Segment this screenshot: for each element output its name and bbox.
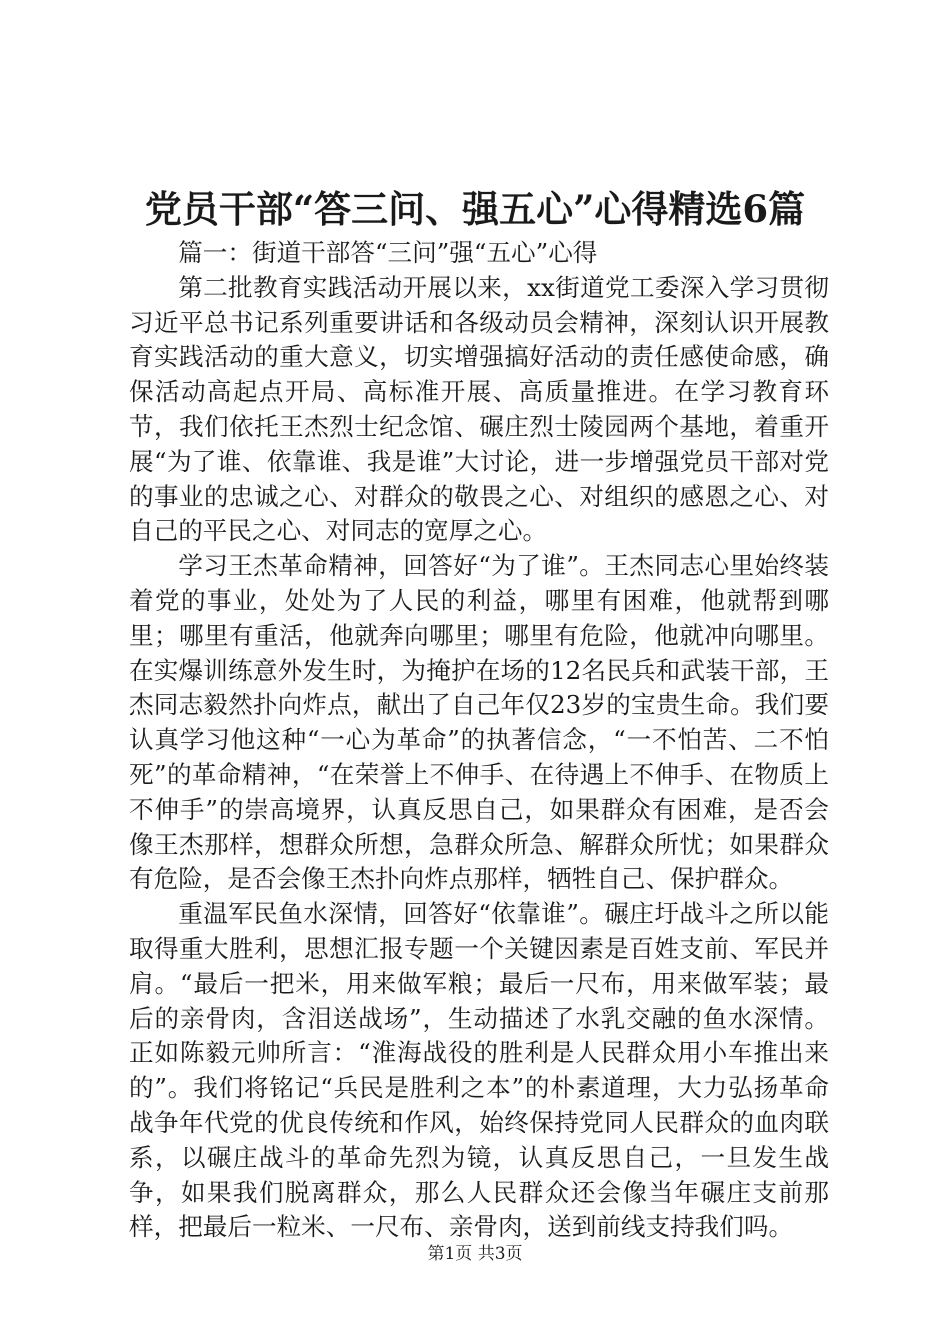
document-title: 党员干部“答三问、强五心”心得精选6篇	[144, 187, 806, 231]
section-subtitle: 篇一：街道干部答“三问”强“五心”心得	[178, 238, 598, 267]
paragraph-3: 重温军民鱼水深情，回答好“依靠谁”。碾庄圩战斗之所以能取得重大胜利，思想汇报专题一个关键因素是百姓支前、军民并肩。“最后一把米，用来做军粮；最后一尺布，用来做军装；最后的亲骨肉，含泪送战场”，生动描述了水乳交融的鱼水深情。正如陈毅元帅所言：“淮海战役的胜利是人民群众用小车推出来的”。我们将铭记“兵民是胜利之本”的朴素道理，大力弘扬革命战争年代党的优良传统和作风，始终保持党同人民群众的血肉联系，以碾庄战斗的革命先烈为镜，认真反思自己，一旦发生战争，如果我们脱离群众，那么人民群众还会像当年碾庄支前那样，把最后一粒米、一尺布、亲骨肉，送到前线支持我们吗。	[129, 899, 829, 1242]
page-footer: 第1页 共3页	[427, 1244, 523, 1264]
paragraph-1: 第二批教育实践活动开展以来，xx街道党工委深入学习贯彻习近平总书记系列重要讲话和各级动员会精神，深刻认识开展教育实践活动的重大意义，切实增强搞好活动的责任感使命感，确保活动高起点开局、高标准开展、高质量推进。在学习教育环节，我们依托王杰烈士纪念馆、碾庄烈士陵园两个基地，着重开展“为了谁、依靠谁、我是谁”大讨论，进一步增强党员干部对党的事业的忠诚之心、对群众的敬畏之心、对组织的感恩之心、对自己的平民之心、对同志的宽厚之心。	[129, 272, 829, 546]
paragraph-2: 学习王杰革命精神，回答好“为了谁”。王杰同志心里始终装着党的事业，处处为了人民的利益，哪里有困难，他就帮到哪里；哪里有重活，他就奔向哪里；哪里有危险，他就冲向哪里。在实爆训练意外发生时，为掩护在场的12名民兵和武装干部，王杰同志毅然扑向炸点，献出了自己年仅23岁的宝贵生命。我们要认真学习他这种“一心为革命”的执著信念，“一不怕苦、二不怕死”的革命精神，“在荣誉上不伸手、在待遇上不伸手、在物质上不伸手”的崇高境界，认真反思自己，如果群众有困难，是否会像王杰那样，想群众所想，急群众所急、解群众所忧；如果群众有危险，是否会像王杰扑向炸点那样，牺牲自己、保护群众。	[129, 551, 829, 894]
document-body	[129, 236, 829, 1245]
